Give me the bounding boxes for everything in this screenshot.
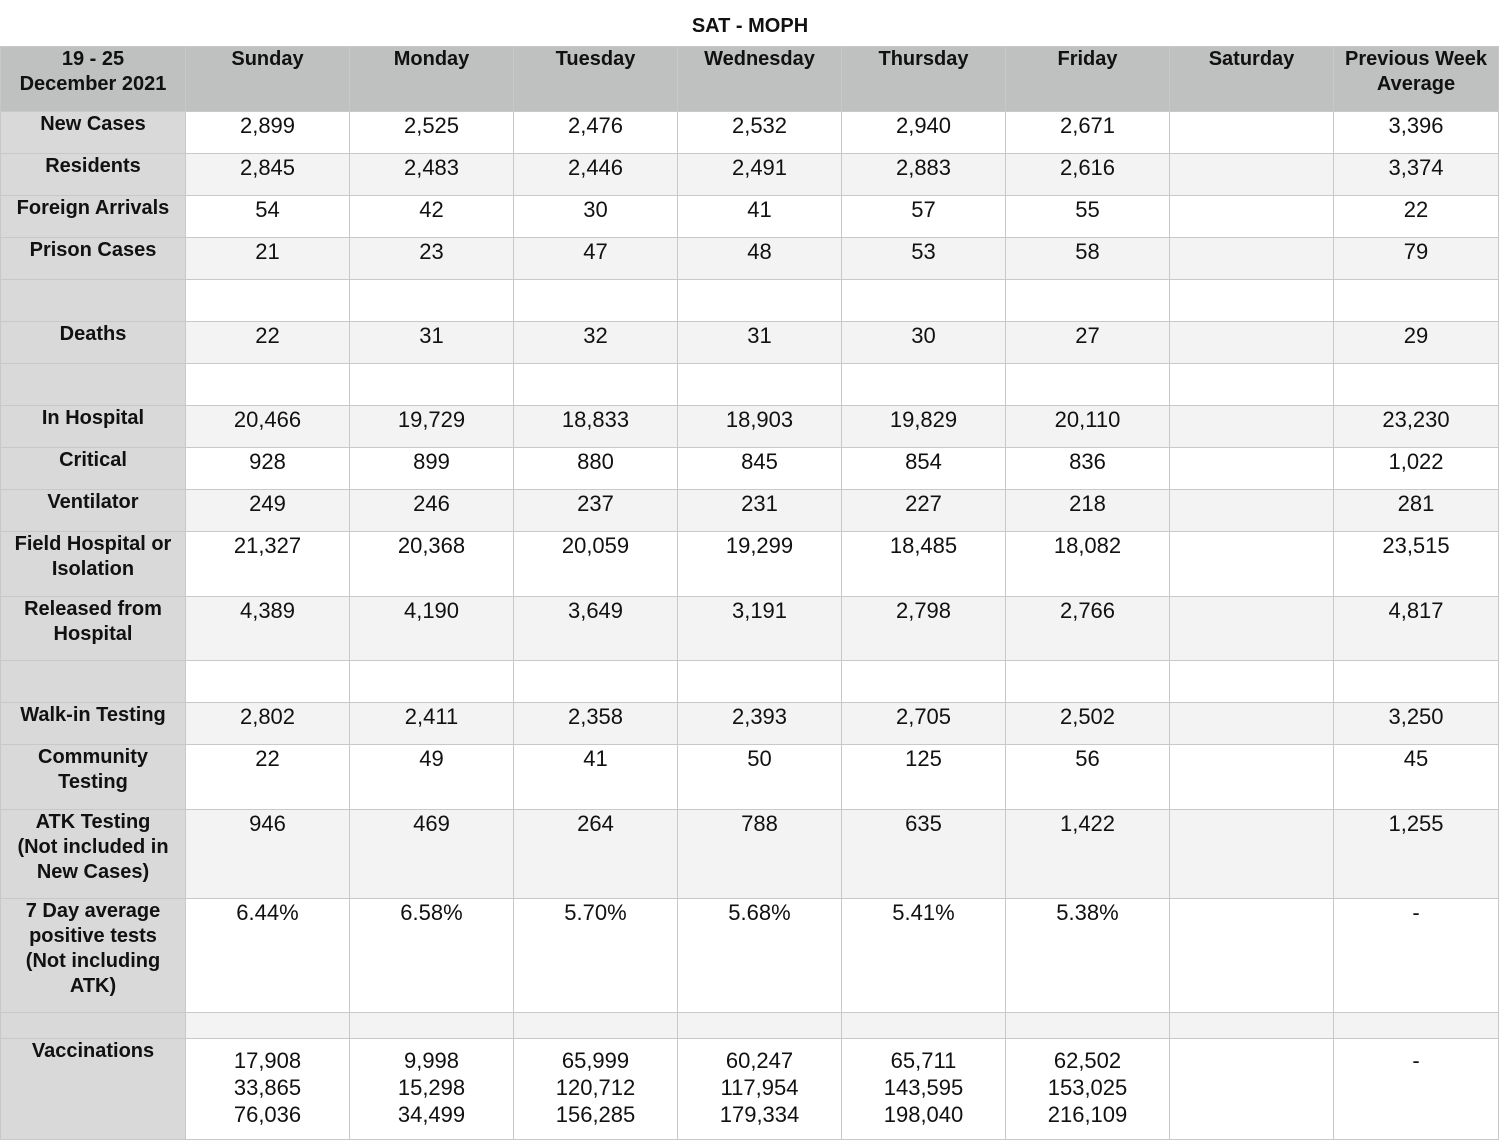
row-label-line: New Cases)	[36, 861, 150, 883]
table-cell: 22	[186, 322, 350, 364]
table-cell: 5.38%	[1006, 899, 1170, 1013]
table-row	[1, 490, 1499, 532]
row-label-line: Residents	[45, 155, 141, 177]
table-cell	[1170, 899, 1334, 1013]
table-cell: 18,082	[1006, 532, 1170, 597]
table-cell: 4,190	[350, 597, 514, 661]
row-label-line: In Hospital	[41, 407, 145, 429]
table-cell: 5.41%	[842, 899, 1006, 1013]
table-cell: 836	[1006, 448, 1170, 490]
row-label-line: New Cases	[40, 113, 146, 135]
table-cell: -	[1334, 899, 1499, 1013]
table-cell: 18,485	[842, 532, 1006, 597]
table-cell	[1170, 238, 1334, 280]
table-cell	[350, 1013, 514, 1039]
day-header-thursday: Thursday	[842, 47, 1006, 112]
table-cell: 27	[1006, 322, 1170, 364]
day-header-saturday: Saturday	[1170, 47, 1334, 112]
table-cell	[186, 280, 350, 322]
table-cell: 2,798	[842, 597, 1006, 661]
table-cell: 41	[678, 196, 842, 238]
table-cell: 2,411	[350, 703, 514, 745]
table-cell	[186, 1039, 350, 1140]
table-cell	[1170, 196, 1334, 238]
cell-line: 117,954	[720, 1075, 799, 1100]
table-cell: 1,022	[1334, 448, 1499, 490]
table-cell	[1006, 364, 1170, 406]
table-cell: 2,802	[186, 703, 350, 745]
table-cell	[1334, 364, 1499, 406]
table-cell: 4,817	[1334, 597, 1499, 661]
row-label	[1, 448, 186, 490]
table-cell: 79	[1334, 238, 1499, 280]
table-cell: 231	[678, 490, 842, 532]
table-cell	[1170, 490, 1334, 532]
table-cell	[1170, 112, 1334, 154]
row-label-line: Released from	[24, 598, 162, 620]
row-label-line: positive tests	[29, 925, 157, 947]
table-row	[1, 196, 1499, 238]
row-label-line: Field Hospital or	[14, 533, 172, 555]
table-cell: 58	[1006, 238, 1170, 280]
table-cell: 227	[842, 490, 1006, 532]
table-cell: 23,230	[1334, 406, 1499, 448]
table-cell: 23	[350, 238, 514, 280]
table-cell: 469	[350, 810, 514, 899]
table-cell	[678, 280, 842, 322]
row-label	[1, 597, 186, 661]
table-row	[1, 899, 1499, 1013]
row-label	[1, 661, 186, 703]
table-row	[1, 597, 1499, 661]
table-cell: 31	[350, 322, 514, 364]
table-cell	[1170, 448, 1334, 490]
table-row	[1, 661, 1499, 703]
table-cell	[1006, 661, 1170, 703]
prev-avg-line: Average	[1376, 73, 1456, 95]
table-cell: 845	[678, 448, 842, 490]
table-cell: 5.68%	[678, 899, 842, 1013]
table-cell: 899	[350, 448, 514, 490]
cell-line: 60,247	[725, 1048, 794, 1073]
table-row	[1, 448, 1499, 490]
table-cell: 281	[1334, 490, 1499, 532]
table-cell: 1,255	[1334, 810, 1499, 899]
table-cell: 249	[186, 490, 350, 532]
table-cell: 635	[842, 810, 1006, 899]
table-cell: 56	[1006, 745, 1170, 810]
table-cell: 218	[1006, 490, 1170, 532]
row-label	[1, 322, 186, 364]
table-cell	[350, 364, 514, 406]
table-cell: 2,616	[1006, 154, 1170, 196]
table-cell	[514, 280, 678, 322]
table-cell: 3,374	[1334, 154, 1499, 196]
table-cell: 264	[514, 810, 678, 899]
row-label	[1, 745, 186, 810]
table-cell	[350, 280, 514, 322]
table-row	[1, 280, 1499, 322]
period-line: December 2021	[19, 73, 167, 95]
table-cell: 2,845	[186, 154, 350, 196]
header-row	[1, 47, 1499, 112]
table-cell	[842, 661, 1006, 703]
row-label	[1, 810, 186, 899]
table-cell: 45	[1334, 745, 1499, 810]
cell-line: 179,334	[719, 1102, 800, 1127]
table-row	[1, 322, 1499, 364]
table-cell	[1006, 1013, 1170, 1039]
table-cell: 41	[514, 745, 678, 810]
data-table	[0, 46, 1499, 1140]
table-cell: 49	[350, 745, 514, 810]
table-cell: 788	[678, 810, 842, 899]
row-label	[1, 238, 186, 280]
table-cell: 880	[514, 448, 678, 490]
table-cell: 2,940	[842, 112, 1006, 154]
sheet-title: SAT - MOPH	[691, 15, 809, 37]
table-cell: 50	[678, 745, 842, 810]
day-header-tuesday: Tuesday	[514, 47, 678, 112]
table-cell: 6.44%	[186, 899, 350, 1013]
cell-line: 34,499	[397, 1102, 466, 1127]
table-row	[1, 532, 1499, 597]
table-cell: 5.70%	[514, 899, 678, 1013]
table-row	[1, 1013, 1499, 1039]
row-label	[1, 154, 186, 196]
row-label-line: Deaths	[59, 323, 127, 345]
table-cell: 3,250	[1334, 703, 1499, 745]
cell-line: 153,025	[1047, 1075, 1128, 1100]
table-cell	[1170, 364, 1334, 406]
table-cell: 2,446	[514, 154, 678, 196]
row-label-line: Testing	[58, 771, 128, 793]
table-cell	[1334, 661, 1499, 703]
cell-line: 76,036	[233, 1102, 302, 1127]
table-cell: 47	[514, 238, 678, 280]
table-cell	[186, 1013, 350, 1039]
day-header-sunday: Sunday	[186, 47, 350, 112]
table-cell: 237	[514, 490, 678, 532]
table-row	[1, 238, 1499, 280]
table-row	[1, 810, 1499, 899]
table-cell	[1170, 322, 1334, 364]
table-cell: 20,466	[186, 406, 350, 448]
table-cell: 2,899	[186, 112, 350, 154]
table-cell	[1170, 703, 1334, 745]
period-header	[1, 47, 186, 112]
table-cell	[1170, 661, 1334, 703]
table-row	[1, 703, 1499, 745]
table-cell	[842, 364, 1006, 406]
period-line: 19 - 25	[61, 48, 125, 70]
table-cell: 2,671	[1006, 112, 1170, 154]
table-cell: 30	[842, 322, 1006, 364]
table-cell: 2,532	[678, 112, 842, 154]
cell-line: 120,712	[555, 1075, 636, 1100]
table-cell: 19,829	[842, 406, 1006, 448]
table-cell: 1,422	[1006, 810, 1170, 899]
table-cell	[1170, 810, 1334, 899]
table-cell	[1170, 1039, 1334, 1140]
table-cell: 2,705	[842, 703, 1006, 745]
table-cell	[1334, 1039, 1499, 1140]
table-cell: 31	[678, 322, 842, 364]
table-row	[1, 745, 1499, 810]
row-label-line: (Not included in	[17, 836, 169, 858]
table-cell	[678, 1039, 842, 1140]
table-cell	[1170, 745, 1334, 810]
table-cell: 2,491	[678, 154, 842, 196]
row-label	[1, 899, 186, 1013]
table-cell: 3,396	[1334, 112, 1499, 154]
table-cell	[678, 1013, 842, 1039]
row-label-line: Isolation	[51, 558, 135, 580]
row-label-line: Vaccinations	[31, 1040, 155, 1062]
table-cell: 30	[514, 196, 678, 238]
table-cell: 57	[842, 196, 1006, 238]
cell-line: 62,502	[1053, 1048, 1122, 1073]
table-cell: 3,191	[678, 597, 842, 661]
row-label-line: ATK Testing	[35, 811, 151, 833]
table-cell: 20,368	[350, 532, 514, 597]
table-cell: 29	[1334, 322, 1499, 364]
table-cell	[1006, 280, 1170, 322]
table-cell: 32	[514, 322, 678, 364]
row-label	[1, 406, 186, 448]
row-label-line: Walk-in Testing	[20, 704, 166, 726]
row-label-line: Ventilator	[47, 491, 139, 513]
table-cell	[514, 1039, 678, 1140]
table-row	[1, 364, 1499, 406]
row-label-line: Hospital	[53, 623, 133, 645]
row-label-line: Prison Cases	[29, 239, 157, 261]
table-cell: 19,729	[350, 406, 514, 448]
row-label-line: (Not including	[25, 950, 161, 972]
table-cell: 22	[1334, 196, 1499, 238]
row-label-line: ATK)	[69, 975, 117, 997]
table-cell	[1170, 1013, 1334, 1039]
table-cell	[678, 661, 842, 703]
table-cell: 2,525	[350, 112, 514, 154]
table-cell: 2,483	[350, 154, 514, 196]
table-cell: 21,327	[186, 532, 350, 597]
cell-line: -	[1412, 1048, 1420, 1073]
cell-line: 15,298	[397, 1075, 466, 1100]
previous-week-average-header	[1334, 47, 1499, 112]
row-label	[1, 364, 186, 406]
cell-line: 156,285	[555, 1102, 636, 1127]
table-cell: 246	[350, 490, 514, 532]
table-cell: 55	[1006, 196, 1170, 238]
row-label	[1, 112, 186, 154]
cell-line: 33,865	[233, 1075, 302, 1100]
cell-line: 17,908	[233, 1048, 302, 1073]
cell-line: 143,595	[883, 1075, 964, 1100]
row-label-line: Foreign Arrivals	[16, 197, 170, 219]
table-cell: 20,110	[1006, 406, 1170, 448]
table-row	[1, 1039, 1499, 1140]
table-cell	[1334, 1013, 1499, 1039]
table-row	[1, 112, 1499, 154]
row-label	[1, 196, 186, 238]
table-cell: 928	[186, 448, 350, 490]
table-cell: 2,358	[514, 703, 678, 745]
table-cell: 18,903	[678, 406, 842, 448]
table-cell	[350, 661, 514, 703]
table-cell: 6.58%	[350, 899, 514, 1013]
table-cell: 125	[842, 745, 1006, 810]
table-cell: 22	[186, 745, 350, 810]
table-cell	[1170, 280, 1334, 322]
row-label	[1, 703, 186, 745]
table-cell: 18,833	[514, 406, 678, 448]
table-cell: 3,649	[514, 597, 678, 661]
row-label	[1, 280, 186, 322]
table-cell: 42	[350, 196, 514, 238]
table-cell	[842, 280, 1006, 322]
table-cell	[514, 661, 678, 703]
cell-line: 65,999	[561, 1048, 630, 1073]
table-cell	[1170, 597, 1334, 661]
row-label	[1, 1039, 186, 1140]
table-cell	[842, 1039, 1006, 1140]
table-cell: 20,059	[514, 532, 678, 597]
row-label	[1, 1013, 186, 1039]
table-cell: 23,515	[1334, 532, 1499, 597]
row-label-line: Community	[38, 746, 148, 768]
table-cell: 2,883	[842, 154, 1006, 196]
table-cell	[1170, 532, 1334, 597]
table-cell	[186, 661, 350, 703]
table-cell: 19,299	[678, 532, 842, 597]
table-cell	[514, 364, 678, 406]
table-cell	[1170, 154, 1334, 196]
table-cell: 4,389	[186, 597, 350, 661]
cell-line: 9,998	[403, 1048, 460, 1073]
table-cell	[678, 364, 842, 406]
table-cell	[1334, 280, 1499, 322]
table-cell: 2,766	[1006, 597, 1170, 661]
table-cell: 854	[842, 448, 1006, 490]
table-cell	[514, 1013, 678, 1039]
table-cell	[350, 1039, 514, 1140]
day-header-monday: Monday	[350, 47, 514, 112]
row-label-line: Critical	[59, 449, 127, 471]
table-cell	[1006, 1039, 1170, 1140]
row-label-line: 7 Day average	[25, 900, 161, 922]
table-cell: 2,476	[514, 112, 678, 154]
table-cell: 48	[678, 238, 842, 280]
cell-line: 198,040	[883, 1102, 964, 1127]
table-row	[1, 406, 1499, 448]
table-row	[1, 154, 1499, 196]
table-cell: 946	[186, 810, 350, 899]
day-header-friday: Friday	[1006, 47, 1170, 112]
table-cell: 2,393	[678, 703, 842, 745]
row-label	[1, 490, 186, 532]
prev-avg-line: Previous Week	[1345, 48, 1487, 70]
table-cell: 21	[186, 238, 350, 280]
table-cell	[842, 1013, 1006, 1039]
table-cell	[186, 364, 350, 406]
table-cell: 2,502	[1006, 703, 1170, 745]
table-cell: 54	[186, 196, 350, 238]
day-header-wednesday: Wednesday	[678, 47, 842, 112]
row-label	[1, 532, 186, 597]
table-cell: 53	[842, 238, 1006, 280]
table-body	[1, 112, 1499, 1140]
cell-line: 65,711	[890, 1048, 957, 1073]
table-cell	[1170, 406, 1334, 448]
cell-line: 216,109	[1047, 1102, 1128, 1127]
